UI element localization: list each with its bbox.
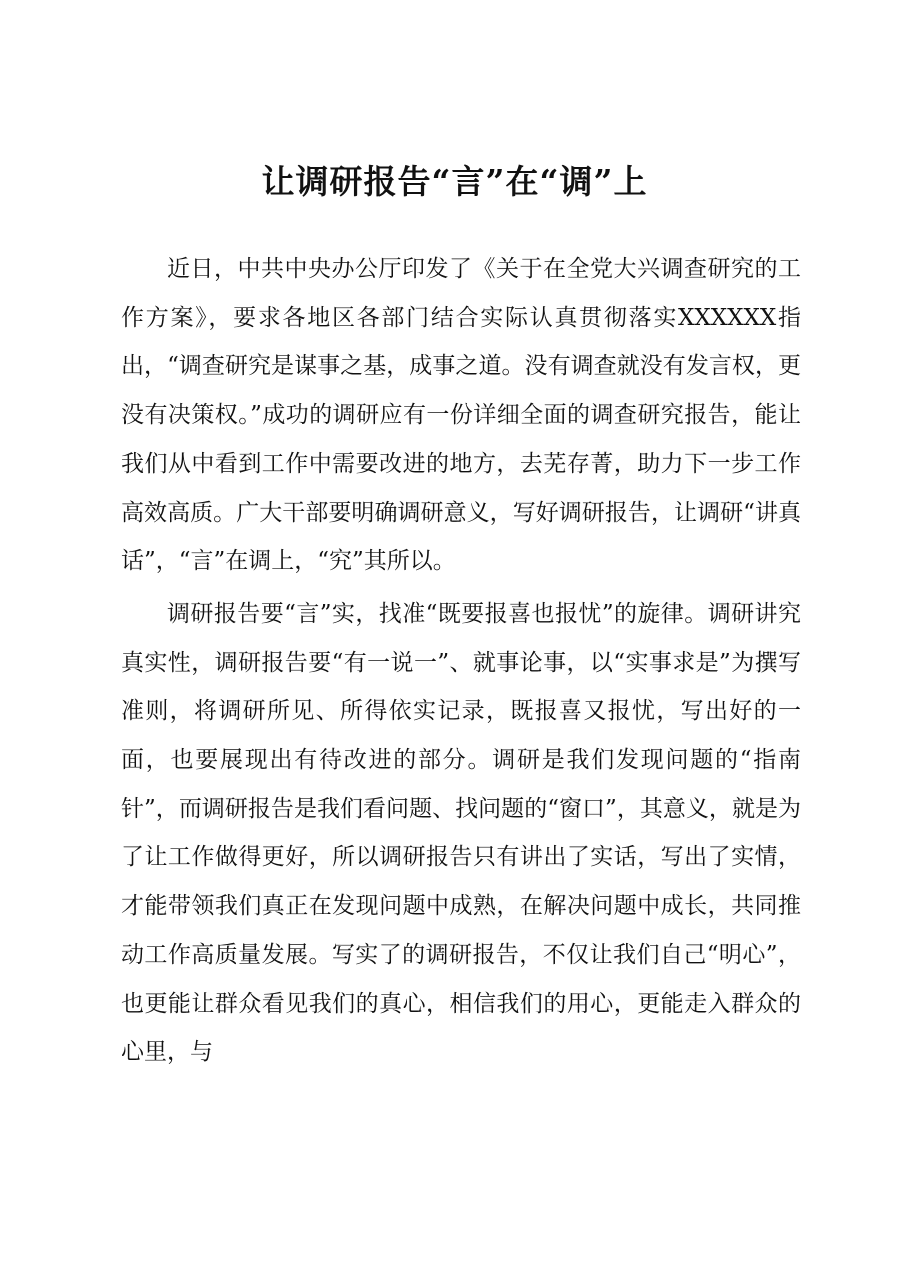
- paragraph-2: 调研报告要“言”实，找准“既要报喜也报忧”的旋律。调研讲究真实性，调研报告要“有一说一”、就事论事，以“实事求是”为撰写准则，将调研所见、所得依实记录，既报喜又报忧，写出好的一面，也要展现出有待改进的部分。调研是我们发现问题的“指南针”，而调研报告是我们看问题、找问题的“窗口”，其意义，就是为了让工作做得更好，所以调研报告只有讲出了实话，写出了实情，才能带领我们真正在发现问题中成熟，在解决问题中成长，共同推动工作高质量发展。写实了的调研报告，不仅让我们自己“明心”，也更能让群众看见我们的真心，相信我们的用心，更能走入群众的心里，与: [121, 600, 801, 1066]
- paragraph-1: 近日，中共中央办公厅印发了《关于在全党大兴调查研究的工作方案》，要求各地区各部门结合实际认真贯彻落实XXXXXX指出，“调查研究是谋事之基，成事之道。没有调查就没有发言权，更没有决策权。”成功的调研应有一份详细全面的调查研究报告，能让我们从中看到工作中需要改进的地方，去芜存菁，助力下一步工作高效高质。广大干部要明确调研意义，写好调研报告，让调研“讲真话”，“言”在调上，“究”其所以。: [121, 256, 801, 575]
- document-body: [121, 245, 801, 1081]
- document-title: 让调研报告“言”在“调”上: [261, 162, 648, 201]
